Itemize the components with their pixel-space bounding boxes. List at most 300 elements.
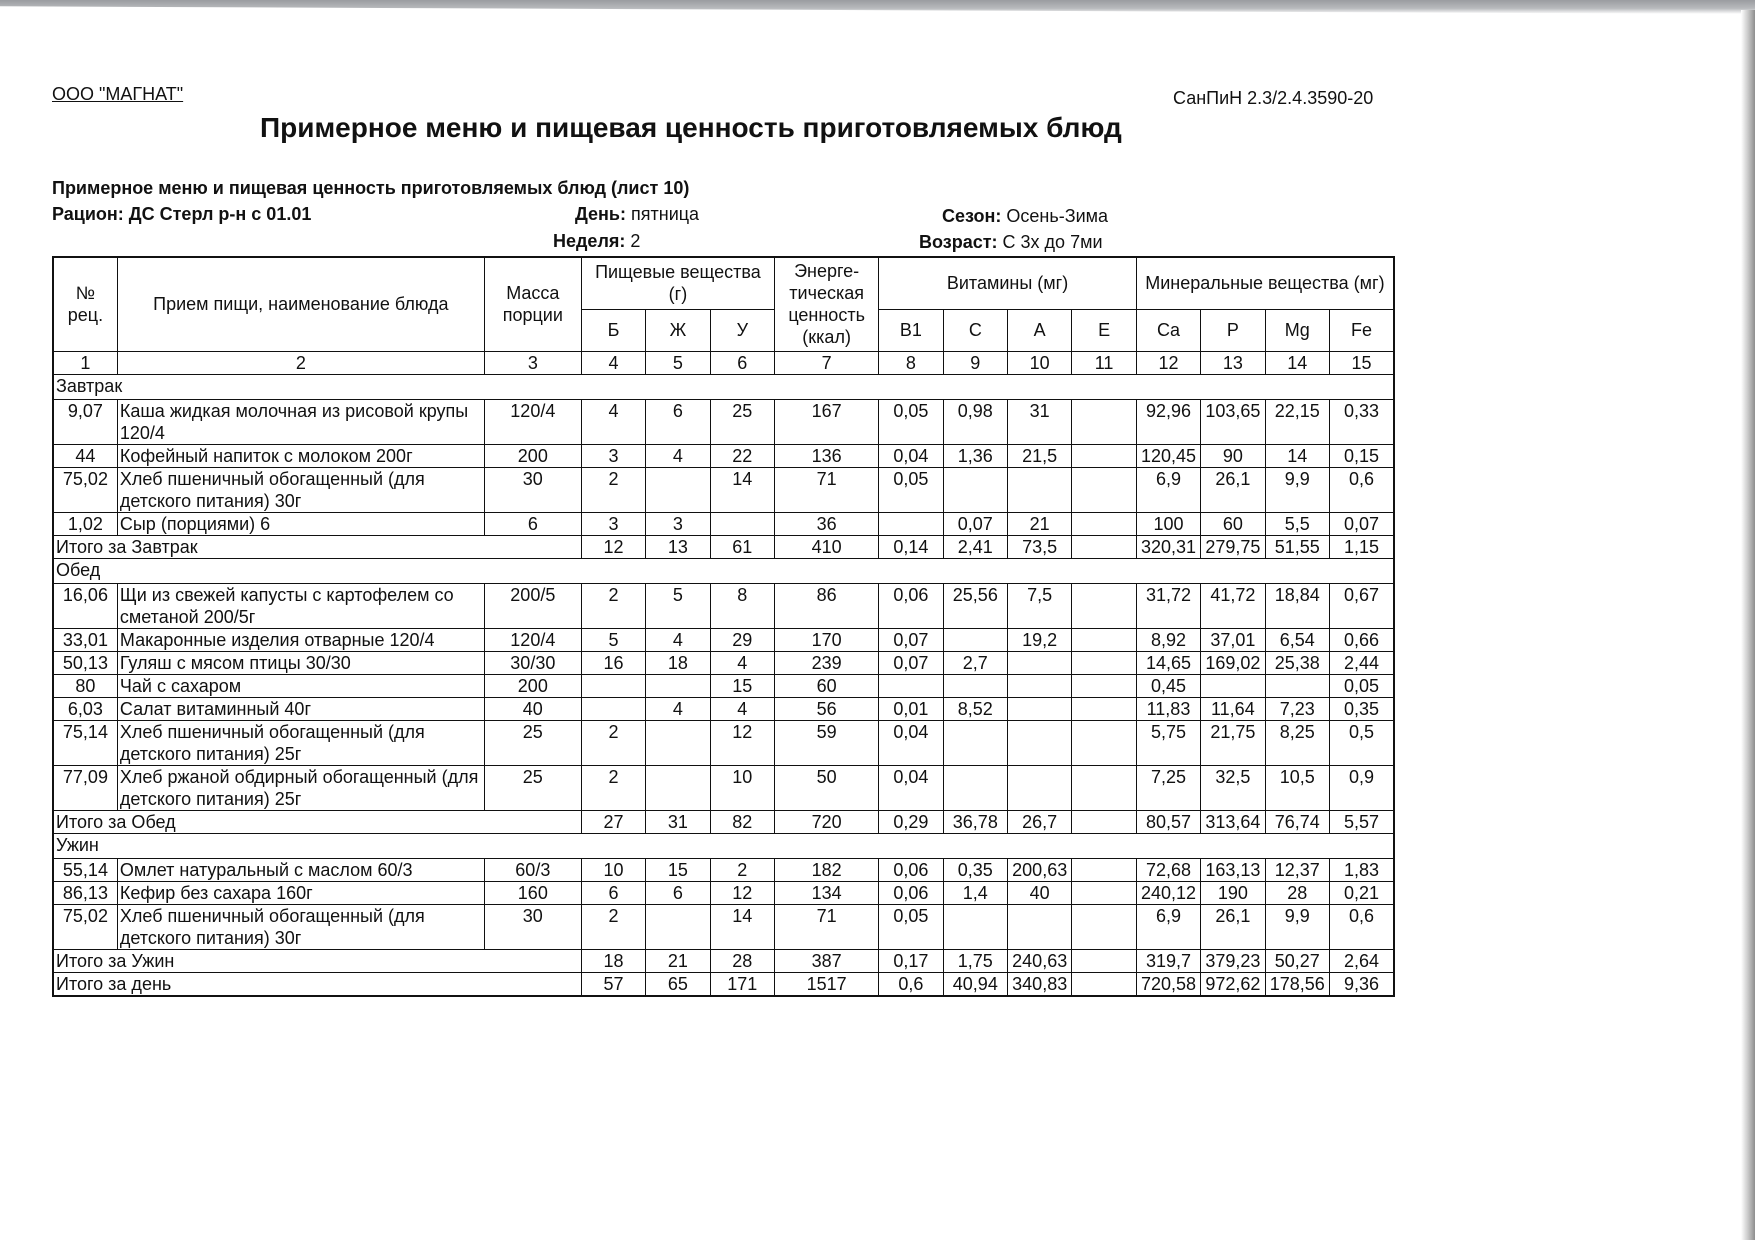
value-kcal: 50 <box>775 765 879 810</box>
value-e <box>1072 904 1136 949</box>
value-e <box>1072 765 1136 810</box>
value-fe: 0,66 <box>1329 628 1394 651</box>
value-fe: 1,83 <box>1329 858 1394 881</box>
value-p: 37,01 <box>1201 628 1265 651</box>
value-a <box>1008 904 1072 949</box>
value-ca: 5,75 <box>1136 720 1200 765</box>
value-b1: 0,05 <box>879 467 943 512</box>
total-label: Итого за Обед <box>53 810 581 833</box>
portion-mass: 120/4 <box>484 628 581 651</box>
table-row <box>53 674 1394 697</box>
value-b: 6 <box>581 881 645 904</box>
value-ca: 14,65 <box>1136 651 1200 674</box>
value-kcal: 167 <box>775 399 879 444</box>
table-row <box>53 858 1394 881</box>
value-p: 163,13 <box>1201 858 1265 881</box>
value-e <box>1072 720 1136 765</box>
col-b1: B1 <box>879 309 943 351</box>
value-ca: 120,45 <box>1136 444 1200 467</box>
dish-name: Чай с сахаром <box>117 674 484 697</box>
value-a <box>1008 720 1072 765</box>
week-label: Неделя: <box>553 231 626 251</box>
total-ca: 320,31 <box>1136 535 1200 558</box>
day-value: пятница <box>631 204 700 224</box>
value-a <box>1008 651 1072 674</box>
age-info <box>919 232 1103 253</box>
value-ca: 0,45 <box>1136 674 1200 697</box>
value-zh: 15 <box>646 858 710 881</box>
season-info <box>942 206 1108 227</box>
value-p: 103,65 <box>1201 399 1265 444</box>
value-e <box>1072 512 1136 535</box>
value-b1: 0,05 <box>879 904 943 949</box>
value-p: 11,64 <box>1201 697 1265 720</box>
section-title: Обед <box>53 558 1394 583</box>
total-p: 313,64 <box>1201 810 1265 833</box>
value-p: 41,72 <box>1201 583 1265 628</box>
total-p: 379,23 <box>1201 949 1265 972</box>
value-a: 21,5 <box>1008 444 1072 467</box>
value-u: 2 <box>710 858 774 881</box>
col-mg: Mg <box>1265 309 1329 351</box>
value-c: 1,4 <box>943 881 1007 904</box>
value-ca: 240,12 <box>1136 881 1200 904</box>
dish-name: Омлет натуральный с маслом 60/3 <box>117 858 484 881</box>
col-p: P <box>1201 309 1265 351</box>
total-b: 12 <box>581 535 645 558</box>
age-value: С 3х до 7ми <box>1002 232 1103 252</box>
value-mg: 9,9 <box>1265 904 1329 949</box>
value-c <box>943 765 1007 810</box>
column-number: 4 <box>581 351 645 374</box>
recipe-number: 33,01 <box>53 628 117 651</box>
value-ca: 31,72 <box>1136 583 1200 628</box>
value-c <box>943 674 1007 697</box>
total-p: 972,62 <box>1201 972 1265 996</box>
total-e <box>1072 949 1136 972</box>
dish-name: Сыр (порциями) 6 <box>117 512 484 535</box>
value-b <box>581 674 645 697</box>
value-ca: 8,92 <box>1136 628 1200 651</box>
value-p <box>1201 674 1265 697</box>
col-dish: Прием пищи, наименование блюда <box>117 257 484 351</box>
dish-name: Щи из свежей капусты с картофелем со сметаной 200/5г <box>117 583 484 628</box>
section-title: Завтрак <box>53 374 1394 399</box>
column-number: 12 <box>1136 351 1200 374</box>
total-kcal: 720 <box>775 810 879 833</box>
column-number: 13 <box>1201 351 1265 374</box>
total-mg: 50,27 <box>1265 949 1329 972</box>
section-header <box>53 374 1394 399</box>
recipe-number: 75,02 <box>53 904 117 949</box>
value-zh <box>646 765 710 810</box>
recipe-number: 50,13 <box>53 651 117 674</box>
value-e <box>1072 858 1136 881</box>
value-ca: 72,68 <box>1136 858 1200 881</box>
value-zh <box>646 720 710 765</box>
value-u: 29 <box>710 628 774 651</box>
value-kcal: 134 <box>775 881 879 904</box>
value-fe: 0,33 <box>1329 399 1394 444</box>
value-c <box>943 720 1007 765</box>
day-label: День: <box>575 204 626 224</box>
value-zh: 4 <box>646 444 710 467</box>
col-group-minerals: Минеральные вещества (мг) <box>1136 257 1394 309</box>
value-kcal: 86 <box>775 583 879 628</box>
table-row <box>53 583 1394 628</box>
day-info <box>575 204 699 225</box>
value-b: 16 <box>581 651 645 674</box>
total-kcal: 1517 <box>775 972 879 996</box>
total-u: 28 <box>710 949 774 972</box>
total-a: 26,7 <box>1008 810 1072 833</box>
value-ca: 92,96 <box>1136 399 1200 444</box>
value-kcal: 59 <box>775 720 879 765</box>
sheet-subtitle: Примерное меню и пищевая ценность приготовляемых блюд (лист 10) <box>52 178 690 198</box>
total-e <box>1072 535 1136 558</box>
value-b: 5 <box>581 628 645 651</box>
section-title: Ужин <box>53 833 1394 858</box>
value-c: 25,56 <box>943 583 1007 628</box>
recipe-number: 16,06 <box>53 583 117 628</box>
total-ca: 720,58 <box>1136 972 1200 996</box>
col-ca: Ca <box>1136 309 1200 351</box>
col-energy: Энерге-тическая ценность (ккал) <box>775 257 879 351</box>
value-b1 <box>879 674 943 697</box>
table-row <box>53 651 1394 674</box>
col-group-nutrients: Пищевые вещества (г) <box>581 257 774 309</box>
value-b1: 0,04 <box>879 765 943 810</box>
value-kcal: 36 <box>775 512 879 535</box>
value-u: 8 <box>710 583 774 628</box>
column-number: 15 <box>1329 351 1394 374</box>
value-zh: 4 <box>646 628 710 651</box>
column-number: 6 <box>710 351 774 374</box>
total-ca: 80,57 <box>1136 810 1200 833</box>
value-u: 12 <box>710 720 774 765</box>
ration-label: Рацион: <box>52 204 124 224</box>
total-u: 82 <box>710 810 774 833</box>
dish-name: Хлеб пшеничный обогащенный (для детского питания) 25г <box>117 720 484 765</box>
value-u: 25 <box>710 399 774 444</box>
portion-mass: 120/4 <box>484 399 581 444</box>
dish-name: Салат витаминный 40г <box>117 697 484 720</box>
table-row <box>53 697 1394 720</box>
column-number: 8 <box>879 351 943 374</box>
value-p: 26,1 <box>1201 904 1265 949</box>
recipe-number: 9,07 <box>53 399 117 444</box>
value-b: 2 <box>581 467 645 512</box>
value-c: 8,52 <box>943 697 1007 720</box>
value-a: 200,63 <box>1008 858 1072 881</box>
value-c: 0,35 <box>943 858 1007 881</box>
portion-mass: 160 <box>484 881 581 904</box>
col-protein: Б <box>581 309 645 351</box>
value-u: 22 <box>710 444 774 467</box>
organization-name: ООО "МАГНАТ" <box>52 84 184 104</box>
section-header <box>53 833 1394 858</box>
recipe-number: 6,03 <box>53 697 117 720</box>
value-c: 0,07 <box>943 512 1007 535</box>
table-row <box>53 904 1394 949</box>
col-a: A <box>1008 309 1072 351</box>
total-p: 279,75 <box>1201 535 1265 558</box>
value-u: 4 <box>710 651 774 674</box>
total-mg: 51,55 <box>1265 535 1329 558</box>
recipe-number: 75,14 <box>53 720 117 765</box>
column-number: 5 <box>646 351 710 374</box>
total-zh: 65 <box>646 972 710 996</box>
value-u <box>710 512 774 535</box>
recipe-number: 75,02 <box>53 467 117 512</box>
regulation-code: СанПиН 2.3/2.4.3590-20 <box>1173 88 1374 108</box>
recipe-number: 55,14 <box>53 858 117 881</box>
column-number: 14 <box>1265 351 1329 374</box>
column-number: 1 <box>53 351 117 374</box>
value-a <box>1008 467 1072 512</box>
value-p: 21,75 <box>1201 720 1265 765</box>
total-kcal: 410 <box>775 535 879 558</box>
recipe-number: 77,09 <box>53 765 117 810</box>
value-fe: 0,15 <box>1329 444 1394 467</box>
recipe-number: 1,02 <box>53 512 117 535</box>
col-group-vitamins: Витамины (мг) <box>879 257 1137 309</box>
value-u: 4 <box>710 697 774 720</box>
value-fe: 0,5 <box>1329 720 1394 765</box>
ration-info <box>52 204 311 225</box>
value-c: 1,36 <box>943 444 1007 467</box>
value-zh: 18 <box>646 651 710 674</box>
value-mg: 7,23 <box>1265 697 1329 720</box>
total-zh: 13 <box>646 535 710 558</box>
value-mg: 5,5 <box>1265 512 1329 535</box>
value-p: 190 <box>1201 881 1265 904</box>
total-c: 40,94 <box>943 972 1007 996</box>
value-a: 7,5 <box>1008 583 1072 628</box>
value-kcal: 136 <box>775 444 879 467</box>
value-kcal: 239 <box>775 651 879 674</box>
dish-name: Хлеб ржаной обдирный обогащенный (для детского питания) 25г <box>117 765 484 810</box>
value-p: 169,02 <box>1201 651 1265 674</box>
header-row-top <box>53 257 1394 309</box>
value-e <box>1072 628 1136 651</box>
scan-edge-top <box>0 0 1755 14</box>
total-e <box>1072 972 1136 996</box>
value-e <box>1072 674 1136 697</box>
value-fe: 0,21 <box>1329 881 1394 904</box>
value-c: 2,7 <box>943 651 1007 674</box>
value-fe: 0,67 <box>1329 583 1394 628</box>
total-mg: 178,56 <box>1265 972 1329 996</box>
value-fe: 0,9 <box>1329 765 1394 810</box>
value-e <box>1072 881 1136 904</box>
total-b: 57 <box>581 972 645 996</box>
value-b1 <box>879 512 943 535</box>
value-c <box>943 628 1007 651</box>
portion-mass: 200/5 <box>484 583 581 628</box>
value-e <box>1072 467 1136 512</box>
total-b1: 0,29 <box>879 810 943 833</box>
recipe-number: 80 <box>53 674 117 697</box>
total-fe: 9,36 <box>1329 972 1394 996</box>
total-fe: 1,15 <box>1329 535 1394 558</box>
value-zh <box>646 904 710 949</box>
table-row <box>53 512 1394 535</box>
total-b1: 0,14 <box>879 535 943 558</box>
portion-mass: 200 <box>484 444 581 467</box>
value-a <box>1008 674 1072 697</box>
value-e <box>1072 399 1136 444</box>
value-zh: 5 <box>646 583 710 628</box>
value-kcal: 71 <box>775 904 879 949</box>
value-fe: 0,05 <box>1329 674 1394 697</box>
portion-mass: 200 <box>484 674 581 697</box>
total-label: Итого за Ужин <box>53 949 581 972</box>
value-zh <box>646 674 710 697</box>
value-ca: 6,9 <box>1136 467 1200 512</box>
value-ca: 7,25 <box>1136 765 1200 810</box>
value-b1: 0,07 <box>879 628 943 651</box>
column-numbers-row <box>53 351 1394 374</box>
value-mg: 6,54 <box>1265 628 1329 651</box>
value-c <box>943 467 1007 512</box>
total-c: 1,75 <box>943 949 1007 972</box>
col-e: E <box>1072 309 1136 351</box>
total-fe: 5,57 <box>1329 810 1394 833</box>
value-a: 21 <box>1008 512 1072 535</box>
value-mg: 22,15 <box>1265 399 1329 444</box>
value-b1: 0,06 <box>879 583 943 628</box>
value-b <box>581 697 645 720</box>
table-row <box>53 765 1394 810</box>
portion-mass: 25 <box>484 765 581 810</box>
menu-body <box>53 374 1394 996</box>
value-zh: 6 <box>646 399 710 444</box>
value-mg: 9,9 <box>1265 467 1329 512</box>
total-b: 27 <box>581 810 645 833</box>
total-a: 340,83 <box>1008 972 1072 996</box>
dish-name: Каша жидкая молочная из рисовой крупы 120/4 <box>117 399 484 444</box>
value-mg: 18,84 <box>1265 583 1329 628</box>
col-c: C <box>943 309 1007 351</box>
scan-edge-right <box>1741 10 1755 1240</box>
column-number: 2 <box>117 351 484 374</box>
value-a: 40 <box>1008 881 1072 904</box>
value-fe: 0,6 <box>1329 467 1394 512</box>
value-fe: 2,44 <box>1329 651 1394 674</box>
page-title: Примерное меню и пищевая ценность приготовляемых блюд <box>260 112 1122 143</box>
value-kcal: 182 <box>775 858 879 881</box>
col-fat: Ж <box>646 309 710 351</box>
value-e <box>1072 583 1136 628</box>
value-b: 2 <box>581 720 645 765</box>
total-mg: 76,74 <box>1265 810 1329 833</box>
value-p: 26,1 <box>1201 467 1265 512</box>
value-a: 31 <box>1008 399 1072 444</box>
value-b: 3 <box>581 444 645 467</box>
age-label: Возраст: <box>919 232 998 252</box>
value-kcal: 71 <box>775 467 879 512</box>
value-mg: 10,5 <box>1265 765 1329 810</box>
dish-name: Кефир без сахара 160г <box>117 881 484 904</box>
col-carbs: У <box>710 309 774 351</box>
value-mg: 14 <box>1265 444 1329 467</box>
total-label: Итого за Завтрак <box>53 535 581 558</box>
section-total-row <box>53 949 1394 972</box>
value-b1: 0,04 <box>879 444 943 467</box>
menu-table <box>52 256 1395 997</box>
column-number: 10 <box>1008 351 1072 374</box>
table-row <box>53 881 1394 904</box>
value-b1: 0,05 <box>879 399 943 444</box>
value-zh <box>646 467 710 512</box>
portion-mass: 30/30 <box>484 651 581 674</box>
section-total-row <box>53 810 1394 833</box>
col-fe: Fe <box>1329 309 1394 351</box>
value-u: 14 <box>710 467 774 512</box>
value-zh: 6 <box>646 881 710 904</box>
value-fe: 0,6 <box>1329 904 1394 949</box>
value-ca: 11,83 <box>1136 697 1200 720</box>
column-number: 9 <box>943 351 1007 374</box>
value-a: 19,2 <box>1008 628 1072 651</box>
value-b: 10 <box>581 858 645 881</box>
value-b: 4 <box>581 399 645 444</box>
portion-mass: 25 <box>484 720 581 765</box>
total-zh: 31 <box>646 810 710 833</box>
value-c <box>943 904 1007 949</box>
week-info <box>553 231 640 252</box>
value-p: 32,5 <box>1201 765 1265 810</box>
total-zh: 21 <box>646 949 710 972</box>
section-total-row <box>53 535 1394 558</box>
value-ca: 100 <box>1136 512 1200 535</box>
season-label: Сезон: <box>942 206 1002 226</box>
value-b1: 0,01 <box>879 697 943 720</box>
portion-mass: 6 <box>484 512 581 535</box>
table-row <box>53 467 1394 512</box>
value-e <box>1072 651 1136 674</box>
total-fe: 2,64 <box>1329 949 1394 972</box>
value-c: 0,98 <box>943 399 1007 444</box>
dish-name: Хлеб пшеничный обогащенный (для детского питания) 30г <box>117 904 484 949</box>
table-row <box>53 444 1394 467</box>
value-p: 60 <box>1201 512 1265 535</box>
column-number: 11 <box>1072 351 1136 374</box>
value-ca: 6,9 <box>1136 904 1200 949</box>
value-fe: 0,35 <box>1329 697 1394 720</box>
col-mass: Масса порции <box>484 257 581 351</box>
dish-name: Кофейный напиток с молоком 200г <box>117 444 484 467</box>
total-c: 36,78 <box>943 810 1007 833</box>
total-b1: 0,6 <box>879 972 943 996</box>
portion-mass: 30 <box>484 904 581 949</box>
day-total-row <box>53 972 1394 996</box>
value-u: 12 <box>710 881 774 904</box>
section-header <box>53 558 1394 583</box>
column-number: 3 <box>484 351 581 374</box>
value-b: 2 <box>581 904 645 949</box>
portion-mass: 30 <box>484 467 581 512</box>
dish-name: Гуляш с мясом птицы 30/30 <box>117 651 484 674</box>
value-b1: 0,04 <box>879 720 943 765</box>
value-b1: 0,06 <box>879 858 943 881</box>
total-ca: 319,7 <box>1136 949 1200 972</box>
portion-mass: 60/3 <box>484 858 581 881</box>
value-b1: 0,07 <box>879 651 943 674</box>
value-fe: 0,07 <box>1329 512 1394 535</box>
value-e <box>1072 697 1136 720</box>
